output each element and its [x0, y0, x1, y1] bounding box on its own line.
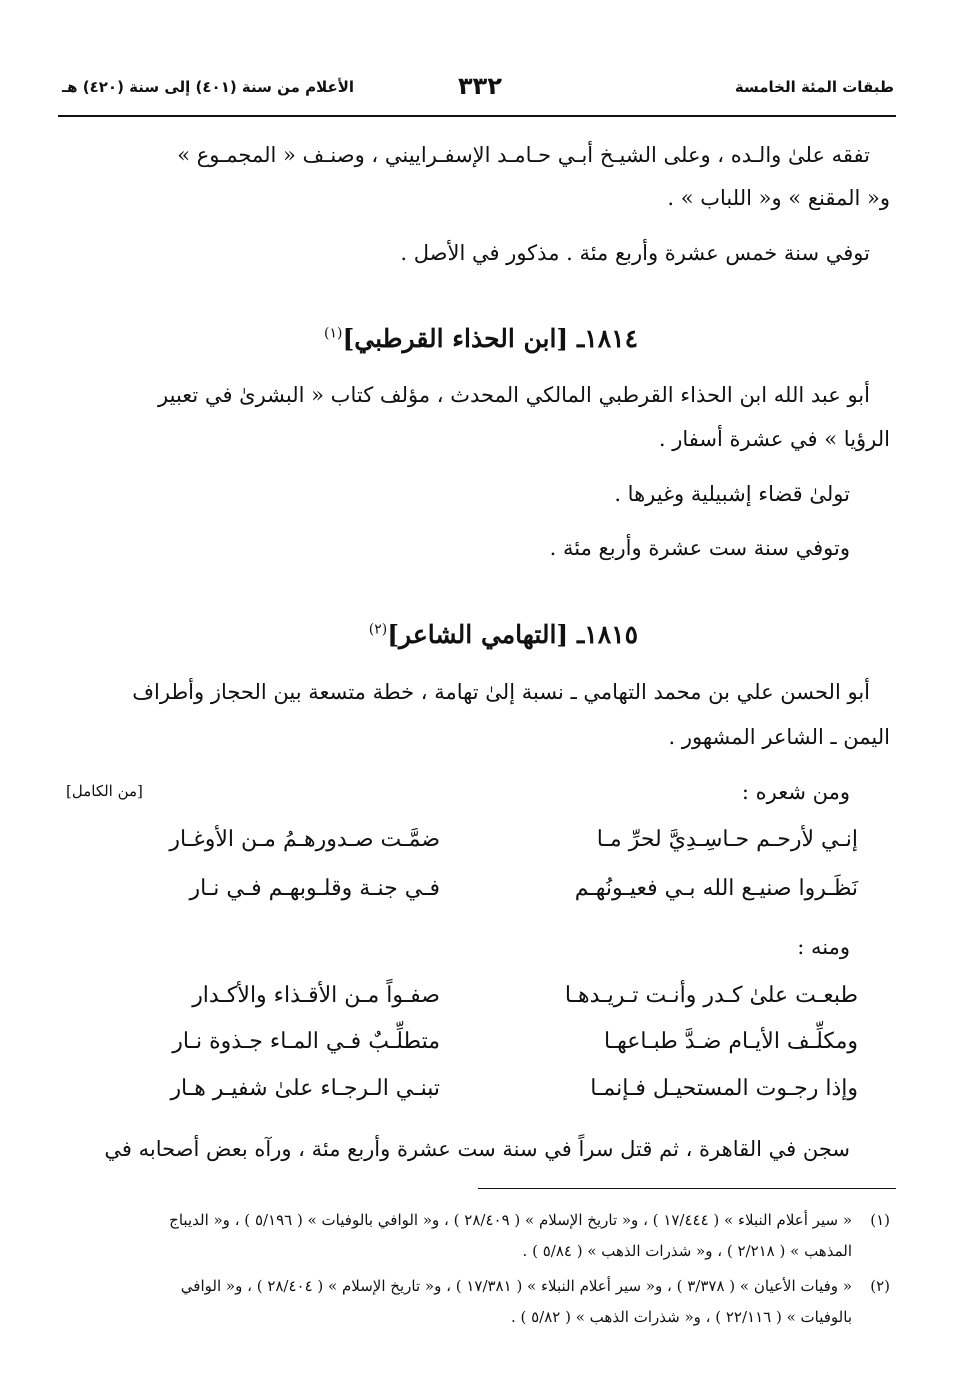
entry-1814-line-1: أبو عبد الله ابن الحذاء القرطبي المالكي المحدث ، مؤلف كتاب « البشرىٰ في تعبير: [158, 383, 870, 407]
verse-3-first-hemistich: طبعـت علىٰ كـدر وأنـت تـريـدهـا: [564, 983, 858, 1008]
header-rule: [58, 115, 896, 117]
footnote-1-number: (١): [870, 1211, 890, 1229]
footnote-2-line-2: بالوفيات » ( ٢٢/١١٦ ) ، و« شذرات الذهب » ( ٥/٨٢ ) .: [510, 1308, 852, 1326]
running-header-section: طبقات المئة الخامسة: [734, 78, 894, 96]
footnote-2-number: (٢): [870, 1277, 890, 1295]
verse-1-second-hemistich: ضمَّـت صـدورهـمُ مـن الأوغـار: [169, 827, 440, 852]
entry-1814-title: [324, 324, 638, 353]
entry-1814-line-3: تولىٰ قضاء إشبيلية وغيرها .: [614, 482, 850, 506]
footnote-ref-1[interactable]: (١): [323, 325, 343, 342]
meter-tag: [من الكامل]: [66, 782, 143, 800]
entry-1815-line-1: أبو الحسن علي بن محمد التهامي ـ نسبة إلىٰ تهامة ، خطة متسعة بين الحجاز وأطراف: [132, 680, 870, 704]
footnote-1-line-2: المذهب » ( ٢/٢١٨ ) ، و« شذرات الذهب » ( ٥/٨٤ ) .: [522, 1242, 852, 1260]
entry-1815-title: [369, 620, 638, 649]
footnote-ref-2[interactable]: (٢): [368, 621, 388, 638]
intro-line-3: توفي سنة خمس عشرة وأربع مئة . مذكور في الأصل .: [400, 241, 870, 265]
entry-1814-line-2: الرؤيا » في عشرة أسفار .: [658, 427, 890, 451]
footnote-2-line-1: « وفيات الأعيان » ( ٣/٣٧٨ ) ، و« سير أعلام النبلاء » ( ١٧/٣٨١ ) ، و« تاريخ الإسلام » ( ٢٨/٤٠٤ ) ، و« الوافي: [180, 1277, 852, 1295]
intro-line-2: و« المقنع » و« اللباب » .: [667, 186, 890, 210]
verse-5-second-hemistich: تبنـي الـرجـاء علىٰ شفيـر هـار: [170, 1076, 440, 1101]
entry-1815-last-line: سجن في القاهرة ، ثم قتل سراً في سنة ست عشرة وأربع مئة ، ورآه بعض أصحابه في: [104, 1137, 850, 1161]
intro-line-1: تفقه علىٰ والـده ، وعلى الشيـخ أبـي حـامـد الإسفـراييني ، وصنـف « المجمـوع »: [177, 143, 870, 167]
verse-5-first-hemistich: وإذا رجـوت المستحيـل فـإنمـا: [590, 1076, 858, 1101]
entry-1814-line-4: وتوفي سنة ست عشرة وأربع مئة .: [549, 536, 850, 560]
verse-3-second-hemistich: صفـواً مـن الأقـذاء والأكـدار: [192, 983, 440, 1008]
footnote-rule: [478, 1188, 896, 1189]
verse-1-first-hemistich: إنـي لأرحـم حـاسِـدِيَّ لحرِّ مـا: [596, 827, 858, 852]
running-header-range: الأعلام من سنة (٤٠١) إلى سنة (٤٢٠) هـ: [62, 78, 355, 96]
entry-1814-title-text: ١٨١٤ـ [ابن الحذاء القرطبي]: [342, 324, 638, 353]
entry-1815-title-text: ١٨١٥ـ [التهامي الشاعر]: [387, 620, 638, 649]
verse-2-second-hemistich: فـي جنـة وقلـوبهـم فـي نـار: [189, 876, 440, 901]
verse-4-second-hemistich: متطلِّـبٌ فـي المـاء جـذوة نـار: [172, 1029, 440, 1054]
entry-1815-line-2: اليمن ـ الشاعر المشهور .: [668, 725, 890, 749]
page-number: ٣٣٢: [458, 72, 502, 100]
verse-2-first-hemistich: نَظَـروا صنيـع الله بـي فعيـونُهـم: [574, 876, 858, 901]
footnote-1-line-1: « سير أعلام النبلاء » ( ١٧/٤٤٤ ) ، و« تاريخ الإسلام » ( ٢٨/٤٠٩ ) ، و« الوافي بالوفيات » ( ٥/١٩٦ ) ، و« الديباج: [169, 1211, 852, 1229]
verse-4-first-hemistich: ومكلِّـف الأيـام ضـدَّ طبـاعهـا: [604, 1029, 858, 1054]
poem-intro-2: ومنه :: [797, 935, 850, 959]
poem-intro: ومن شعره :: [741, 780, 850, 804]
